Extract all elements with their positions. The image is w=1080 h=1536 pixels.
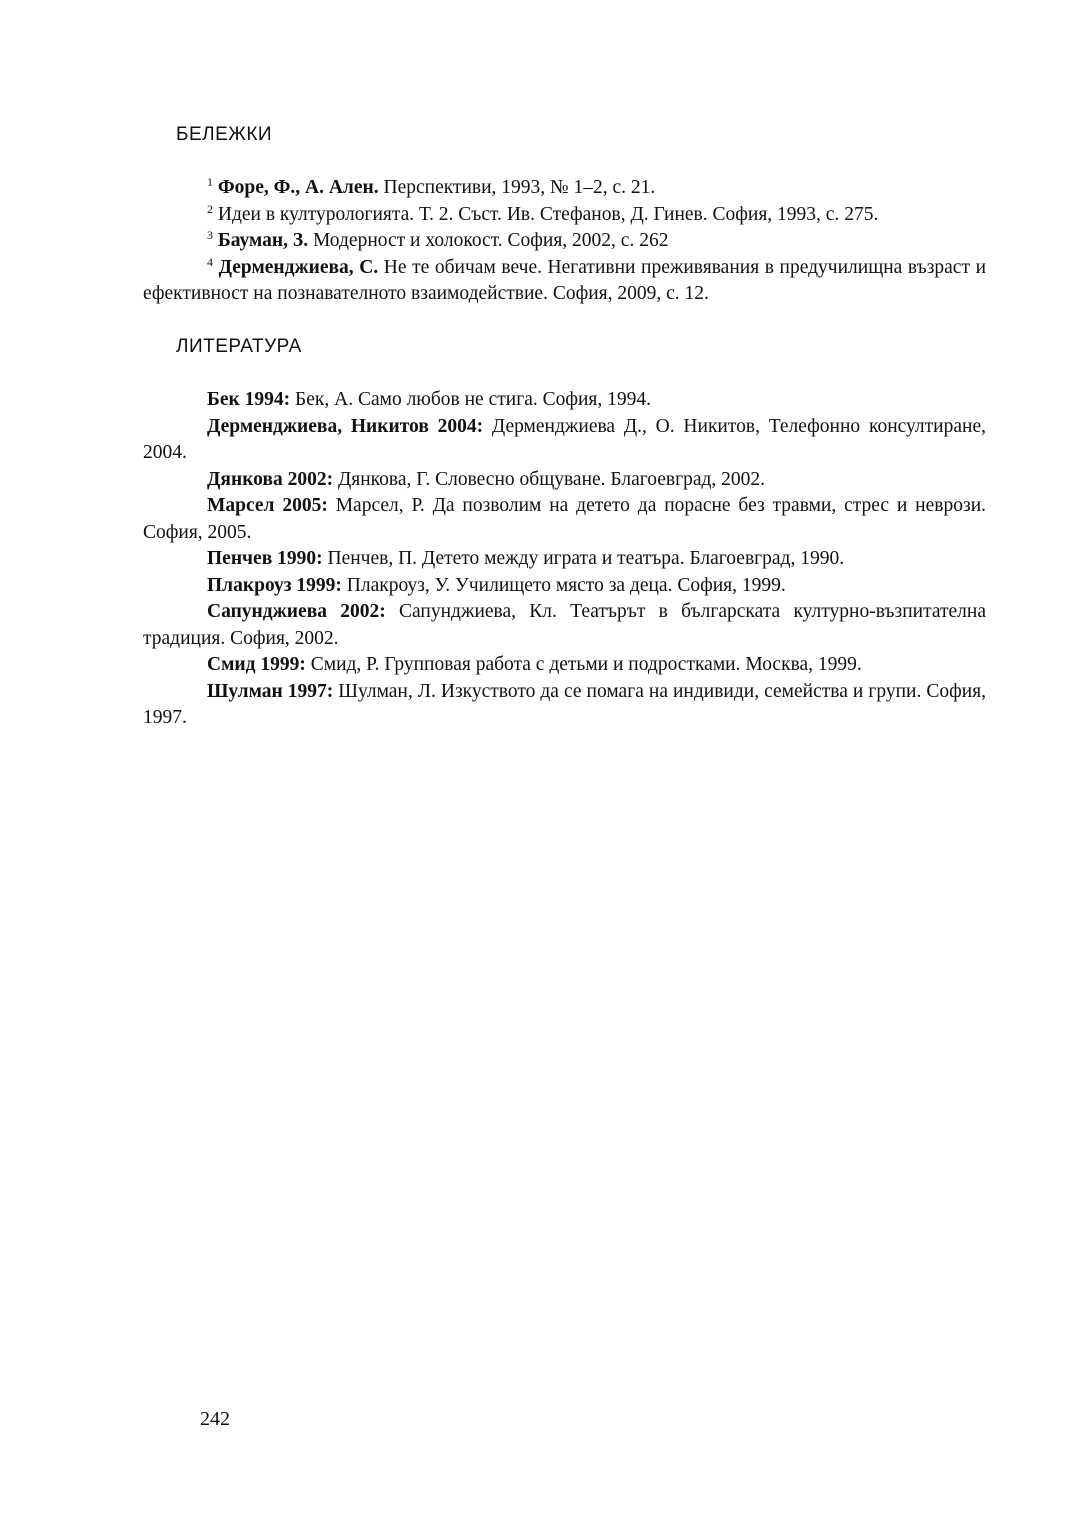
- reference-text: Дерменджиева Д., О. Никитов, Телефонно консултиране, 2004.: [143, 415, 986, 463]
- reference-text: Бек, А. Само любов не стига. София, 1994.: [290, 389, 652, 410]
- note-number: 2: [207, 201, 213, 216]
- reference-key: Бек 1994:: [207, 389, 291, 410]
- note-number: 4: [207, 254, 213, 269]
- note-text: Модерност и холокост. София, 2002, с. 262: [308, 230, 669, 251]
- note-number: 1: [207, 175, 213, 189]
- reference-key: Шулман 1997:: [207, 680, 334, 702]
- reference-key: Дерменджиева, Никитов 2004:: [207, 415, 484, 437]
- literature-list: [143, 387, 986, 732]
- notes-heading: БЕЛЕЖКИ: [176, 124, 273, 145]
- note-item: [143, 228, 986, 255]
- note-author: Форе, Ф., А. Ален.: [217, 177, 379, 198]
- reference-item: [143, 414, 986, 467]
- reference-key: Сапунджиева 2002:: [207, 601, 386, 622]
- note-number: 3: [207, 228, 213, 242]
- note-text: Не те обичам вече. Негативни преживявания в предучилищна възраст и ефективност на познавателното взаимодействие. София, 2009, с. 12.: [143, 256, 986, 304]
- reference-text: Дянкова, Г. Словесно общуване. Благоевград, 2002.: [333, 468, 766, 490]
- reference-key: Дянкова 2002:: [207, 468, 334, 490]
- note-text: Перспективи, 1993, № 1–2, с. 21.: [378, 177, 656, 198]
- reference-item: [143, 599, 986, 652]
- reference-item: [143, 573, 986, 600]
- reference-text: Сапунджиева, Кл. Театърът в българската културно-възпитателна традиция. София, 2002.: [143, 601, 986, 649]
- reference-text: Пенчев, П. Детето между играта и театъра. Благоевград, 1990.: [322, 548, 845, 569]
- note-item: [143, 202, 986, 229]
- reference-text: Смид, Р. Групповая работа с детьми и подростками. Москва, 1999.: [305, 654, 862, 675]
- reference-item: [143, 546, 986, 573]
- reference-item: [143, 467, 986, 494]
- reference-item: [143, 493, 986, 546]
- reference-text: Шулман, Л. Изкуството да се помага на индивиди, семейства и групи. София, 1997.: [143, 680, 986, 728]
- reference-item: [143, 679, 986, 732]
- note-text: Идеи в културологията. Т. 2. Съст. Ив. Стефанов, Д. Гинев. София, 1993, с. 275.: [213, 203, 879, 225]
- reference-item: [143, 387, 986, 414]
- literature-heading: ЛИТЕРАТУРА: [176, 336, 302, 357]
- reference-key: Марсел 2005:: [207, 495, 328, 516]
- note-item: [143, 175, 986, 202]
- page-number: 242: [200, 1408, 230, 1430]
- reference-text: Плакроуз, У. Училището място за деца. София, 1999.: [341, 574, 786, 596]
- reference-text: Марсел, Р. Да позволим на детето да порасне без травми, стрес и неврози. София, 2005.: [143, 495, 986, 543]
- note-item: [143, 255, 986, 308]
- reference-item: [143, 652, 986, 679]
- notes-list: [143, 175, 986, 308]
- reference-key: Плакроуз 1999:: [207, 574, 342, 596]
- reference-key: Смид 1999:: [207, 654, 306, 675]
- note-author: Бауман, З.: [217, 230, 309, 251]
- note-author: Дерменджиева, С.: [218, 256, 379, 278]
- reference-key: Пенчев 1990:: [207, 548, 323, 569]
